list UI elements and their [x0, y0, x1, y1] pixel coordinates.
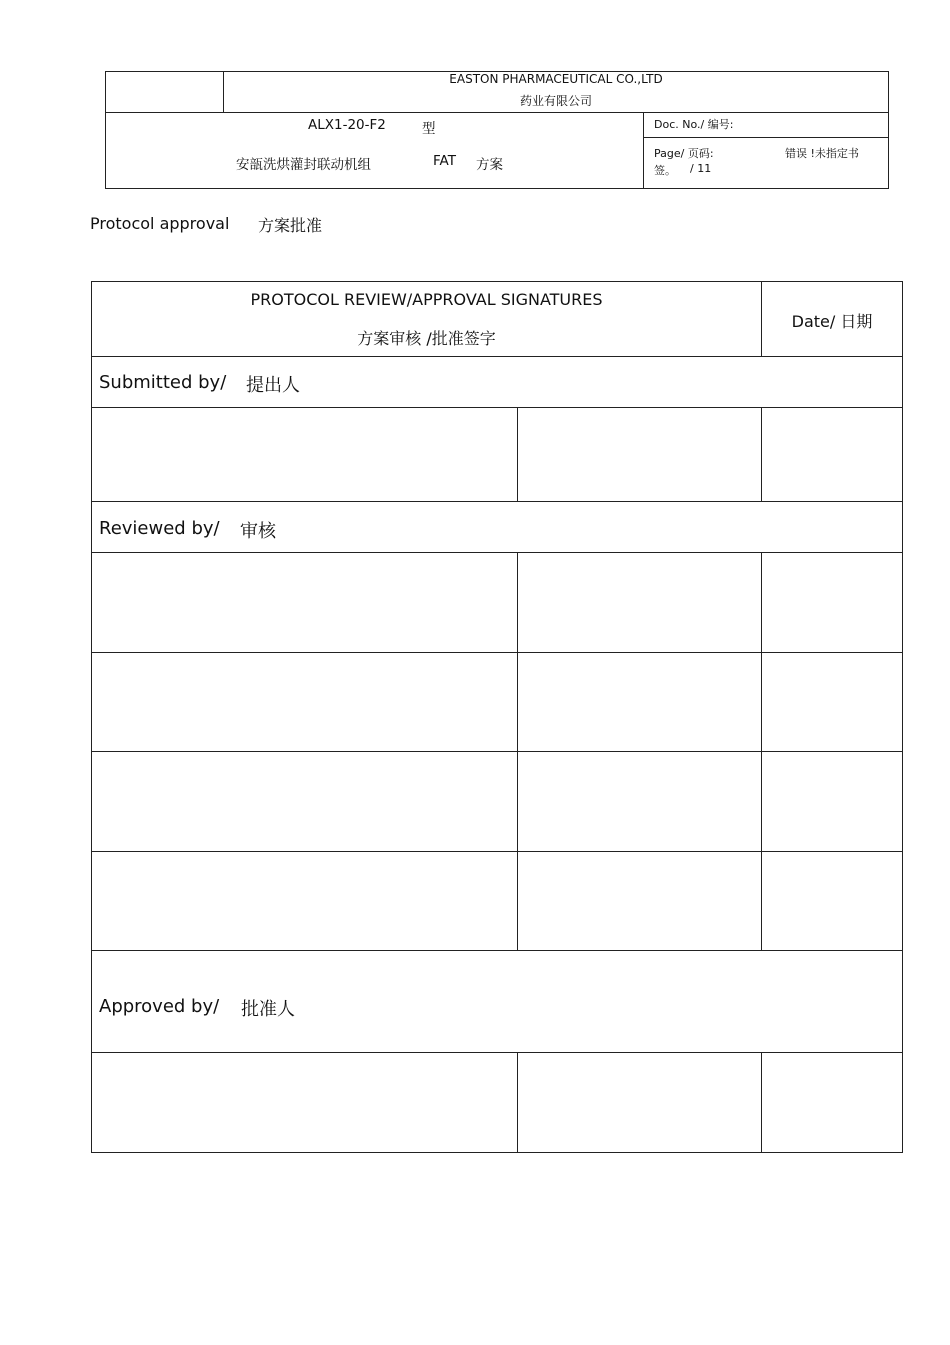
company-name-cn: 药业有限公司: [519, 94, 592, 108]
approver-signature-field[interactable]: [518, 1053, 761, 1152]
doc-no-label: Doc. No./ 编号:: [654, 118, 734, 131]
submitter-signature-field[interactable]: [518, 408, 761, 501]
reviewer-2-date-field[interactable]: [762, 653, 902, 751]
doc-info-divider: [643, 112, 644, 189]
submitter-date-field[interactable]: [762, 408, 902, 501]
page-label: Page/ 页码:: [654, 147, 714, 160]
reviewer-2-signature-field[interactable]: [518, 653, 761, 751]
reviewer-4-date-field[interactable]: [762, 852, 902, 950]
model-number: ALX1-20-F2: [308, 117, 386, 133]
reviewer-1-signature-field[interactable]: [518, 553, 761, 652]
document-title: 安瓿洗烘灌封联动机组: [236, 157, 371, 173]
company-name-en: EASTON PHARMACEUTICAL CO.,LTD: [449, 72, 663, 86]
row-line: [91, 501, 903, 502]
reviewer-3-signature-field[interactable]: [518, 752, 761, 851]
document-title-suffix: 方案: [476, 157, 503, 173]
doc-no-divider: [643, 137, 889, 138]
page-error-text: 错误 !未指定书: [785, 147, 859, 160]
reviewer-2-name-field[interactable]: [92, 653, 517, 751]
section-title-cn: 方案批准: [258, 216, 323, 235]
reviewer-4-name-field[interactable]: [92, 852, 517, 950]
approved-by-cn: 批准人: [241, 999, 295, 1020]
signatures-heading-cn: 方案审核 /批准签字: [357, 329, 496, 348]
row-line: [91, 356, 903, 357]
submitter-name-field[interactable]: [92, 408, 517, 501]
model-suffix: 型: [422, 121, 436, 137]
date-column-header: Date/ 日期: [791, 312, 873, 331]
signatures-heading-en: PROTOCOL REVIEW/APPROVAL SIGNATURES: [250, 290, 603, 309]
page-total: / 11: [690, 162, 712, 175]
reviewed-by-cn: 审核: [240, 521, 276, 542]
approved-by-label: Approved by/: [99, 996, 220, 1017]
section-title-en: Protocol approval: [90, 214, 230, 233]
reviewer-4-signature-field[interactable]: [518, 852, 761, 950]
submitted-by-cn: 提出人: [246, 375, 300, 396]
reviewer-3-date-field[interactable]: [762, 752, 902, 851]
page-error-text-cont: 签。: [654, 164, 676, 177]
document-title-fat: FAT: [433, 153, 456, 169]
reviewer-1-name-field[interactable]: [92, 553, 517, 652]
reviewer-3-name-field[interactable]: [92, 752, 517, 851]
row-line: [91, 950, 903, 951]
submitted-by-label: Submitted by/: [99, 372, 227, 393]
approver-date-field[interactable]: [762, 1053, 902, 1152]
reviewer-1-date-field[interactable]: [762, 553, 902, 652]
approver-name-field[interactable]: [92, 1053, 517, 1152]
reviewed-by-label: Reviewed by/: [99, 518, 220, 539]
